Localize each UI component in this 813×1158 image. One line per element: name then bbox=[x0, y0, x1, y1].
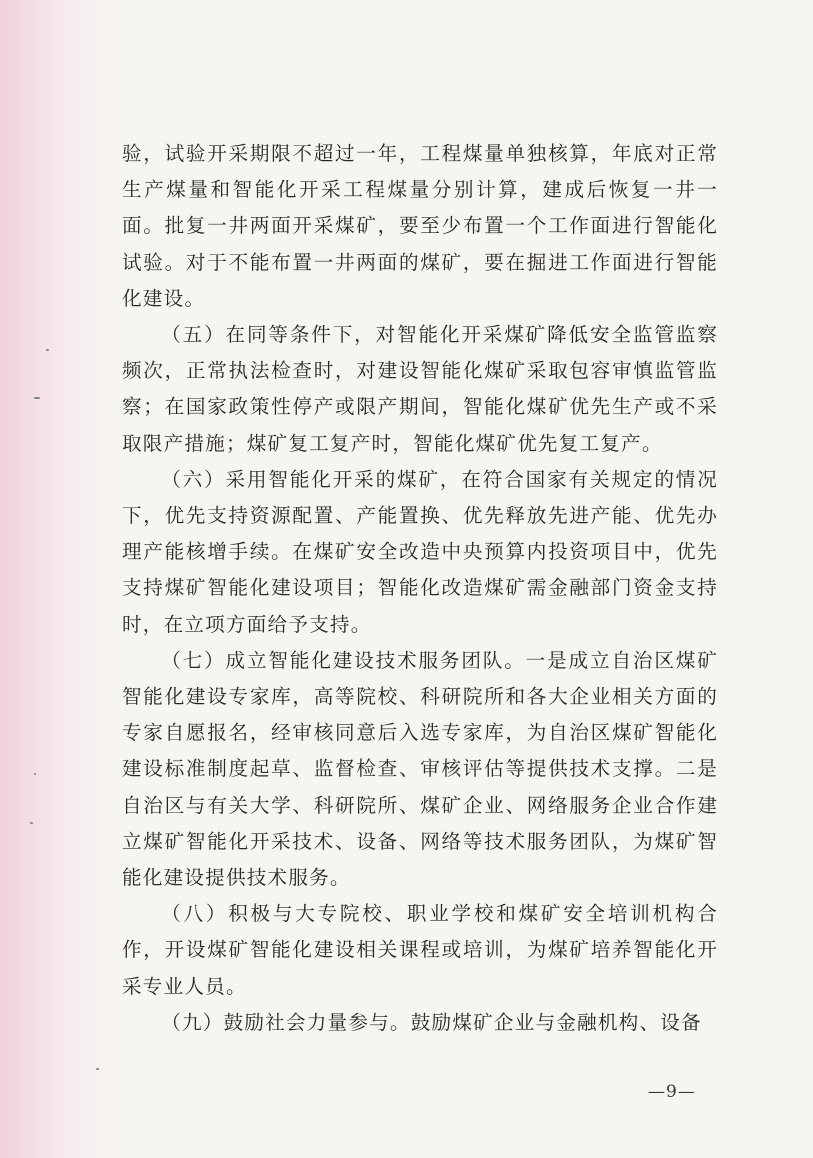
paragraph-item-8: （八）积极与大专院校、职业学校和煤矿安全培训机构合作，开设煤矿智能化建设相关课程或培训，为煤矿培养智能化开采专业人员。 bbox=[122, 902, 718, 998]
scan-speck bbox=[34, 397, 40, 399]
scan-speck bbox=[96, 1068, 99, 1070]
paragraph-item-5: （五）在同等条件下，对智能化开采煤矿降低安全监管监察频次，正常执法检查时，对建设智能化煤矿采取包容审慎监管监察；在国家政策性停产或限产期间，智能化煤矿优先生产或不采取限产措施；煤矿复工复产时，智能化煤矿优先复工复产。 bbox=[122, 323, 718, 455]
paragraph-item-7: （七）成立智能化建设技术服务团队。一是成立自治区煤矿智能化建设专家库，高等院校、科研院所和各大企业相关方面的专家自愿报名，经审核同意后入选专家库，为自治区煤矿智能化建设标准制度起草、监督检查、审核评估等提供技术支撑。二是自治区与有关大学、科研院所、煤矿企业、网络服务企业合作建立煤矿智能化开采技术、设备、网络等技术服务团队，为煤矿智能化建设提供技术服务。 bbox=[122, 648, 718, 890]
paragraph-item-9: （九）鼓励社会力量参与。鼓励煤矿企业与金融机构、设备 bbox=[161, 1010, 702, 1034]
scan-speck bbox=[46, 349, 49, 351]
scan-speck bbox=[30, 822, 33, 824]
paragraph-item-6: （六）采用智能化开采的煤矿，在符合国家有关规定的情况下，优先支持资源配置、产能置换、优先释放先进产能、优先办理产能核增手续。在煤矿安全改造中央预算内投资项目中，优先支持煤矿智能化建设项目；智能化改造煤矿需金融部门资金支持时，在立项方面给予支持。 bbox=[122, 467, 718, 636]
document-body bbox=[122, 136, 718, 1041]
page-number: —9— bbox=[648, 1082, 696, 1102]
scan-speck bbox=[34, 773, 36, 775]
paragraph-continuation: 验，试验开采期限不超过一年，工程煤量单独核算，年底对正常生产煤量和智能化开采工程煤量分别计算，建成后恢复一井一面。批复一井两面开采煤矿，要至少布置一个工作面进行智能化试验。对于不能布置一井两面的煤矿，要在掘进工作面进行智能化建设。 bbox=[122, 142, 718, 310]
